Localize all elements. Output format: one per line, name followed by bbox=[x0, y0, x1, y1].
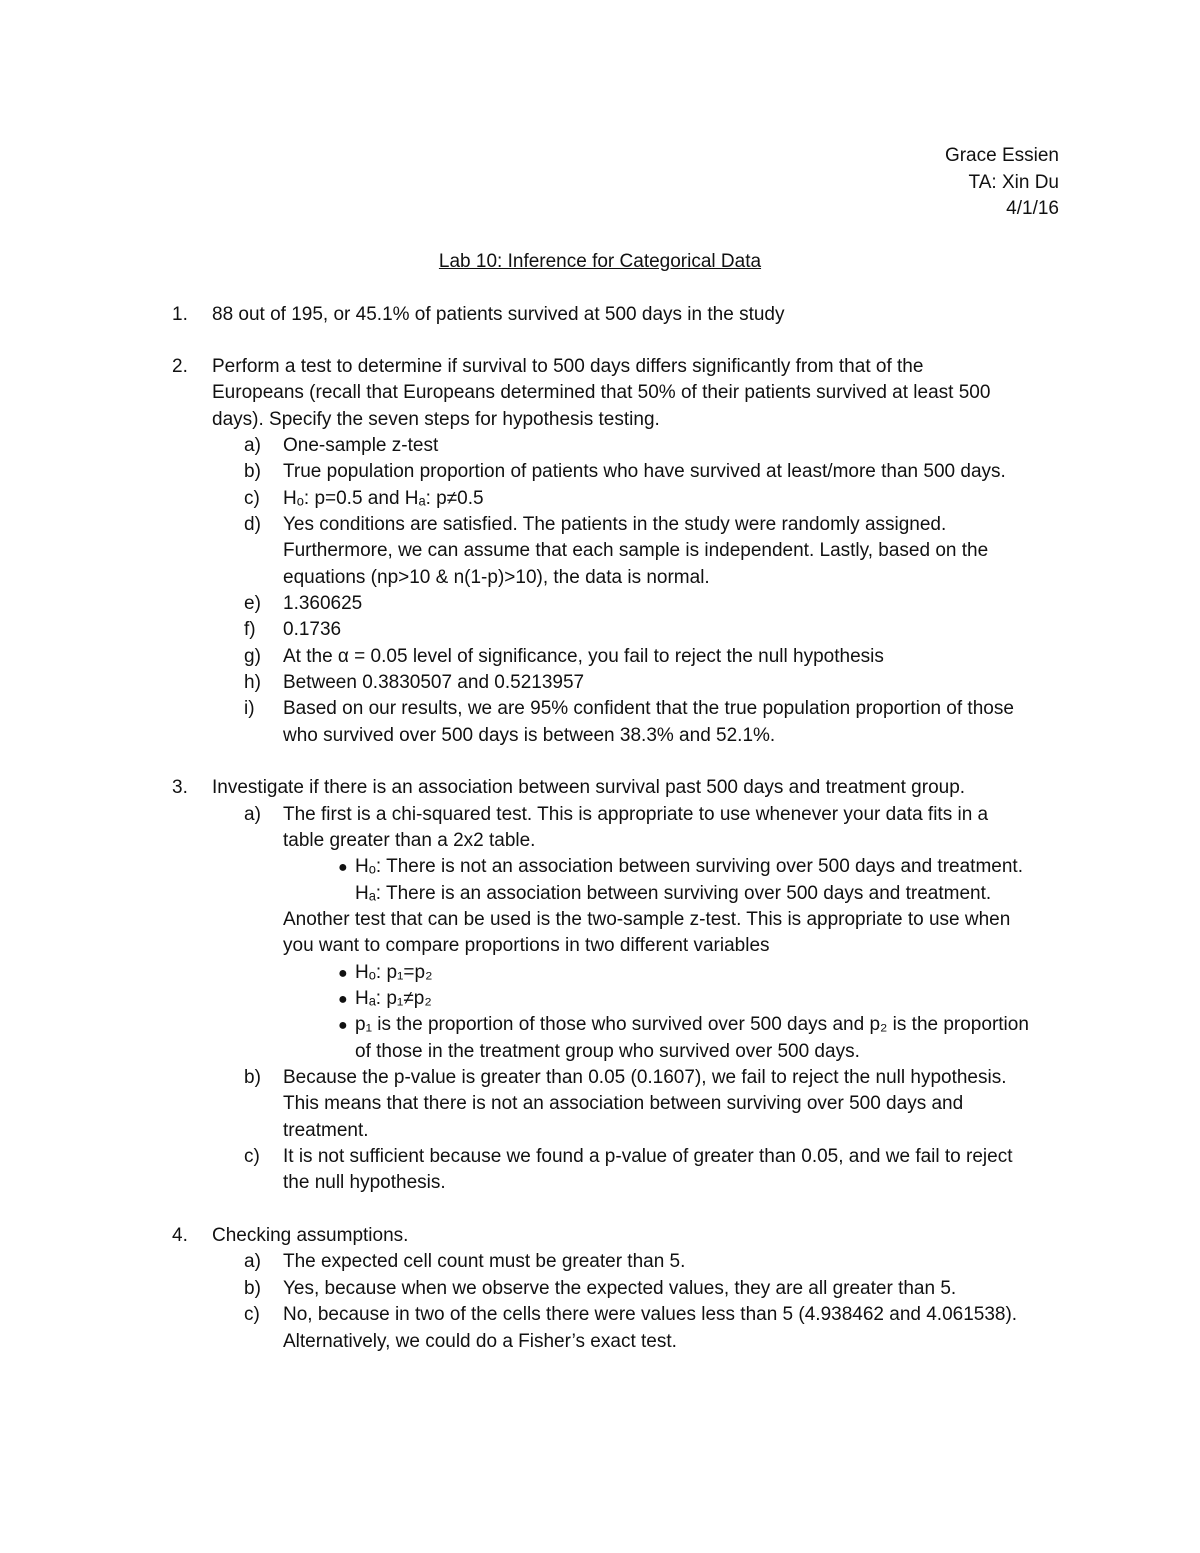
bullet-icon: ● bbox=[338, 965, 348, 982]
q4-item-b-marker: b) bbox=[244, 1278, 261, 1299]
q3-z-alt-hypothesis: Hₐ: p₁≠p₂ bbox=[355, 988, 432, 1009]
question-4-prompt: Checking assumptions. bbox=[212, 1225, 409, 1246]
q2-item-e-text: 1.360625 bbox=[283, 593, 363, 614]
q2-item-g-marker: g) bbox=[244, 646, 261, 667]
q4-item-c-marker: c) bbox=[244, 1304, 260, 1325]
q3-item-b-text: treatment. bbox=[283, 1120, 369, 1141]
q2-item-i-marker: i) bbox=[244, 698, 255, 719]
question-2-prompt-line: Perform a test to determine if survival to 500 days differs significantly from that of the bbox=[212, 356, 924, 377]
q4-item-c-text: Alternatively, we could do a Fisher’s exact test. bbox=[283, 1331, 677, 1352]
q2-item-g-text: At the α = 0.05 level of significance, you fail to reject the null hypothesis bbox=[283, 646, 884, 667]
q2-item-f-text: 0.1736 bbox=[283, 619, 342, 640]
q4-item-a-marker: a) bbox=[244, 1251, 261, 1272]
question-1-number: 1. bbox=[172, 304, 188, 325]
q2-item-c-marker: c) bbox=[244, 488, 260, 509]
q4-item-c-text: No, because in two of the cells there were values less than 5 (4.938462 and 4.061538). bbox=[283, 1304, 1018, 1325]
author-name: Grace Essien bbox=[944, 145, 1059, 166]
q2-item-i-text: who survived over 500 days is between 38.3% and 52.1%. bbox=[283, 725, 776, 746]
bullet-icon: ● bbox=[338, 991, 348, 1008]
q3-other-test-text: Another test that can be used is the two-sample z-test. This is appropriate to use when bbox=[283, 909, 1011, 930]
q2-item-i-text: Based on our results, we are 95% confident that the true population proportion of those bbox=[283, 698, 1014, 719]
q2-item-d-text: equations (np>10 & n(1-p)>10), the data is normal. bbox=[283, 567, 710, 588]
q2-item-e-marker: e) bbox=[244, 593, 261, 614]
q3-item-b-text: This means that there is not an association between surviving over 500 days and bbox=[283, 1093, 964, 1114]
q3-item-c-marker: c) bbox=[244, 1146, 260, 1167]
q2-item-d-text: Yes conditions are satisfied. The patients in the study were randomly assigned. bbox=[283, 514, 947, 535]
q2-item-d-marker: d) bbox=[244, 514, 261, 535]
document-date: 4/1/16 bbox=[1006, 198, 1059, 219]
question-2-prompt-line: Europeans (recall that Europeans determined that 50% of their patients survived at least 500 bbox=[212, 382, 991, 403]
q2-item-b-text: True population proportion of patients who have survived at least/more than 500 days. bbox=[283, 461, 1006, 482]
q2-item-h-text: Between 0.3830507 and 0.5213957 bbox=[283, 672, 585, 693]
q3-z-definition: p₁ is the proportion of those who survived over 500 days and p₂ is the proportion bbox=[355, 1014, 1029, 1035]
question-2-number: 2. bbox=[172, 356, 188, 377]
q3-chi-null-hypothesis: Hₒ: There is not an association between surviving over 500 days and treatment. bbox=[355, 856, 1023, 877]
bullet-icon: ● bbox=[338, 859, 348, 876]
q3-item-a-marker: a) bbox=[244, 804, 261, 825]
q3-chi-alt-hypothesis: Hₐ: There is an association between surviving over 500 days and treatment. bbox=[355, 883, 992, 904]
q2-item-a-text: One-sample z-test bbox=[283, 435, 439, 456]
q3-item-b-marker: b) bbox=[244, 1067, 261, 1088]
q3-other-test-text: you want to compare proportions in two different variables bbox=[283, 935, 770, 956]
q2-item-h-marker: h) bbox=[244, 672, 261, 693]
q2-item-c-text: Hₒ: p=0.5 and Hₐ: p≠0.5 bbox=[283, 488, 484, 509]
q3-z-null-hypothesis: Hₒ: p₁=p₂ bbox=[355, 962, 433, 983]
q3-item-a-text: table greater than a 2x2 table. bbox=[283, 830, 536, 851]
q2-item-f-marker: f) bbox=[244, 619, 256, 640]
q3-z-definition: of those in the treatment group who survived over 500 days. bbox=[355, 1041, 860, 1062]
question-3-number: 3. bbox=[172, 777, 188, 798]
q3-item-b-text: Because the p-value is greater than 0.05 (0.1607), we fail to reject the null hypothesis. bbox=[283, 1067, 1007, 1088]
question-3-prompt: Investigate if there is an association between survival past 500 days and treatment group. bbox=[212, 777, 966, 798]
q2-item-a-marker: a) bbox=[244, 435, 261, 456]
q3-item-c-text: It is not sufficient because we found a p-value of greater than 0.05, and we fail to reject bbox=[283, 1146, 1013, 1167]
question-1-answer: 88 out of 195, or 45.1% of patients survived at 500 days in the study bbox=[212, 304, 785, 325]
question-2-prompt-line: days). Specify the seven steps for hypothesis testing. bbox=[212, 409, 660, 430]
bullet-icon: ● bbox=[338, 1017, 348, 1034]
question-4-number: 4. bbox=[172, 1225, 188, 1246]
ta-name: TA: Xin Du bbox=[968, 172, 1059, 193]
q4-item-b-text: Yes, because when we observe the expected values, they are all greater than 5. bbox=[283, 1278, 957, 1299]
q3-item-c-text: the null hypothesis. bbox=[283, 1172, 446, 1193]
document-title: Lab 10: Inference for Categorical Data bbox=[438, 251, 762, 272]
q2-item-d-text: Furthermore, we can assume that each sample is independent. Lastly, based on the bbox=[283, 540, 989, 561]
q2-item-b-marker: b) bbox=[244, 461, 261, 482]
q3-item-a-text: The first is a chi-squared test. This is appropriate to use whenever your data fits in a bbox=[283, 804, 989, 825]
q4-item-a-text: The expected cell count must be greater than 5. bbox=[283, 1251, 686, 1272]
